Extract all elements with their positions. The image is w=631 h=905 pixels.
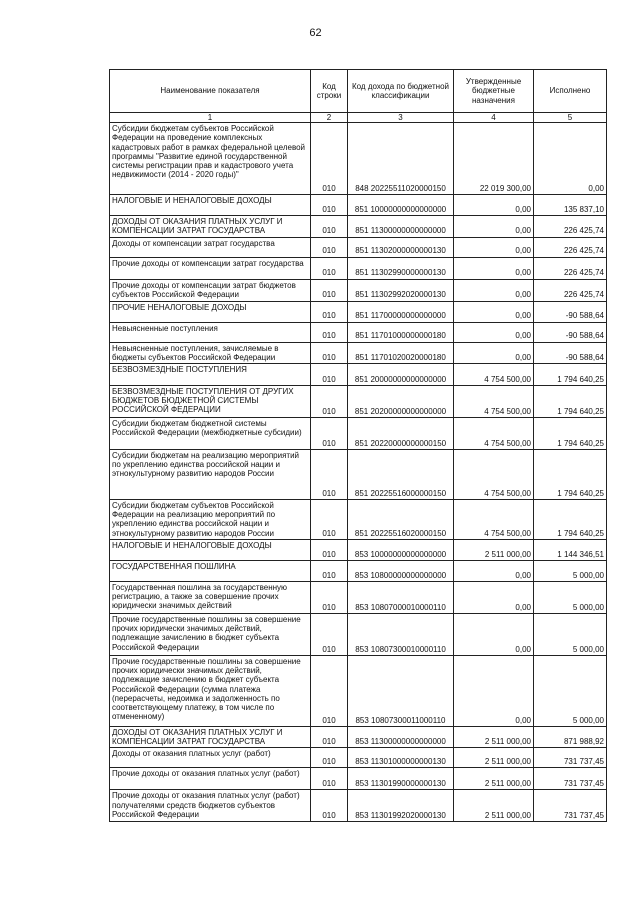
row-kbk: 853 10000000000000000 — [348, 539, 454, 560]
row-name-cell — [110, 257, 311, 279]
row-code: 010 — [311, 257, 348, 279]
row-name-cell — [110, 560, 311, 581]
table-row — [110, 342, 607, 363]
row-kbk: 853 10807000010000110 — [348, 581, 454, 613]
row-name-cell — [110, 417, 311, 449]
column-number: 3 — [348, 113, 454, 123]
row-kbk: 853 10807300011000110 — [348, 655, 454, 726]
row-name-cell — [110, 748, 311, 768]
table-row — [110, 322, 607, 342]
header-code: Код строки — [311, 70, 348, 113]
row-code: 010 — [311, 499, 348, 539]
row-code: 010 — [311, 449, 348, 499]
row-kbk: 853 11301990000000130 — [348, 768, 454, 790]
row-name: ДОХОДЫ ОТ ОКАЗАНИЯ ПЛАТНЫХ УСЛУГ И КОМПЕНСАЦИИ ЗАТРАТ ГОСУДАРСТВА — [112, 727, 283, 747]
table-row — [110, 237, 607, 257]
row-name-cell — [110, 322, 311, 342]
row-approved: 0,00 — [454, 237, 534, 257]
table-row — [110, 385, 607, 417]
row-kbk: 853 11300000000000000 — [348, 726, 454, 747]
row-executed: 5 000,00 — [534, 581, 607, 613]
row-kbk: 853 10800000000000000 — [348, 560, 454, 581]
row-approved: 2 511 000,00 — [454, 768, 534, 790]
row-name: Невыясненные поступления, зачисляемые в бюджеты субъектов Российской Федерации — [112, 343, 279, 362]
row-approved: 0,00 — [454, 613, 534, 655]
row-approved: 4 754 500,00 — [454, 385, 534, 417]
row-code: 010 — [311, 322, 348, 342]
row-approved: 0,00 — [454, 342, 534, 363]
row-code: 010 — [311, 237, 348, 257]
row-approved: 0,00 — [454, 216, 534, 237]
table-row — [110, 195, 607, 216]
row-approved: 0,00 — [454, 581, 534, 613]
row-name: Прочие государственные пошлины за совершение прочих юридически значимых действий, подлежащие зачислению в бюджет субъекта Российской Федерации — [112, 614, 301, 652]
row-kbk: 851 11700000000000000 — [348, 301, 454, 322]
row-executed: 1 794 640,25 — [534, 385, 607, 417]
row-name: Доходы от компенсации затрат государства — [112, 238, 275, 248]
row-approved: 4 754 500,00 — [454, 449, 534, 499]
table-row — [110, 560, 607, 581]
row-name-cell — [110, 279, 311, 301]
row-kbk: 853 10807300010000110 — [348, 613, 454, 655]
row-approved: 0,00 — [454, 257, 534, 279]
row-approved: 4 754 500,00 — [454, 499, 534, 539]
column-number: 4 — [454, 113, 534, 123]
row-name-cell — [110, 655, 311, 726]
row-executed: 871 988,92 — [534, 726, 607, 747]
row-code: 010 — [311, 195, 348, 216]
row-name: БЕЗВОЗМЕЗДНЫЕ ПОСТУПЛЕНИЯ — [112, 364, 247, 374]
row-executed: 5 000,00 — [534, 655, 607, 726]
row-code: 010 — [311, 216, 348, 237]
column-number: 5 — [534, 113, 607, 123]
row-code: 010 — [311, 123, 348, 195]
row-executed: -90 588,64 — [534, 342, 607, 363]
column-number: 2 — [311, 113, 348, 123]
row-approved: 0,00 — [454, 301, 534, 322]
row-name-cell — [110, 363, 311, 385]
row-name-cell — [110, 237, 311, 257]
row-approved: 2 511 000,00 — [454, 790, 534, 822]
row-code: 010 — [311, 363, 348, 385]
row-name-cell — [110, 385, 311, 417]
table-row — [110, 499, 607, 539]
row-kbk: 851 20000000000000000 — [348, 363, 454, 385]
row-name: Субсидии бюджетам на реализацию мероприятий по укреплению единства российской нации и этнокультурному развитию народов России — [112, 450, 300, 479]
row-executed: -90 588,64 — [534, 301, 607, 322]
column-number: 1 — [110, 113, 311, 123]
row-kbk: 851 20225516020000150 — [348, 499, 454, 539]
row-name-cell — [110, 301, 311, 322]
row-name: Прочие доходы от оказания платных услуг (работ) получателями средств бюджетов субъектов Российской Федерации — [112, 791, 300, 819]
row-name: Субсидии бюджетам субъектов Российской Федерации на проведение комплексных кадастровых работ в рамках федеральной целевой программы "Развитие единой государственной системы регистрации прав и кадастрового учета недвижимости (2014 - 2020 годы)" — [112, 124, 306, 180]
row-kbk: 851 11302000000000130 — [348, 237, 454, 257]
row-name: БЕЗВОЗМЕЗДНЫЕ ПОСТУПЛЕНИЯ ОТ ДРУГИХ БЮДЖЕТОВ БЮДЖЕТНОЙ СИСТЕМЫ РОССИЙСКОЙ ФЕДЕРАЦИИ — [112, 386, 294, 415]
row-name-cell — [110, 342, 311, 363]
row-name-cell — [110, 613, 311, 655]
row-executed: 1 794 640,25 — [534, 363, 607, 385]
row-approved: 0,00 — [454, 195, 534, 216]
row-name: ДОХОДЫ ОТ ОКАЗАНИЯ ПЛАТНЫХ УСЛУГ И КОМПЕНСАЦИИ ЗАТРАТ ГОСУДАРСТВА — [112, 217, 283, 236]
row-name: ГОСУДАРСТВЕННАЯ ПОШЛИНА — [112, 561, 236, 571]
row-name: Прочие доходы от компенсации затрат бюджетов субъектов Российской Федерации — [112, 280, 296, 299]
row-kbk: 851 11302992020000130 — [348, 279, 454, 301]
row-executed: 226 425,74 — [534, 237, 607, 257]
row-name: Субсидии бюджетам бюджетной системы Российской Федерации (межбюджетные субсидии) — [112, 418, 302, 438]
table-row — [110, 301, 607, 322]
row-kbk: 851 11701020020000180 — [348, 342, 454, 363]
table-header-row — [110, 70, 607, 113]
row-approved: 2 511 000,00 — [454, 539, 534, 560]
row-code: 010 — [311, 301, 348, 322]
row-approved: 0,00 — [454, 655, 534, 726]
header-budget-code: Код дохода по бюджетной классификации — [348, 70, 454, 113]
row-name: Невыясненные поступления — [112, 323, 218, 333]
row-kbk: 853 11301000000000130 — [348, 748, 454, 768]
row-kbk: 851 20225516000000150 — [348, 449, 454, 499]
row-name-cell — [110, 539, 311, 560]
table-row — [110, 581, 607, 613]
row-code: 010 — [311, 279, 348, 301]
row-code: 010 — [311, 613, 348, 655]
row-name: Прочие доходы от оказания платных услуг (работ) — [112, 769, 300, 779]
row-code: 010 — [311, 342, 348, 363]
row-kbk: 851 11701000000000180 — [348, 322, 454, 342]
row-code: 010 — [311, 748, 348, 768]
table-row — [110, 790, 607, 822]
row-kbk: 848 20225511020000150 — [348, 123, 454, 195]
row-executed: 135 837,10 — [534, 195, 607, 216]
row-name: НАЛОГОВЫЕ И НЕНАЛОГОВЫЕ ДОХОДЫ — [112, 196, 272, 206]
header-approved: Утвержденные бюджетные назначения — [454, 70, 534, 113]
row-kbk: 853 11301992020000130 — [348, 790, 454, 822]
table-row — [110, 123, 607, 195]
page-number: 62 — [309, 27, 322, 39]
row-approved: 0,00 — [454, 560, 534, 581]
row-code: 010 — [311, 790, 348, 822]
row-code: 010 — [311, 768, 348, 790]
row-name-cell — [110, 581, 311, 613]
header-executed: Исполнено — [534, 70, 607, 113]
row-approved: 4 754 500,00 — [454, 363, 534, 385]
row-code: 010 — [311, 417, 348, 449]
row-executed: 5 000,00 — [534, 560, 607, 581]
row-approved: 2 511 000,00 — [454, 726, 534, 747]
row-name: ПРОЧИЕ НЕНАЛОГОВЫЕ ДОХОДЫ — [112, 302, 247, 312]
row-kbk: 851 11302990000000130 — [348, 257, 454, 279]
row-name-cell — [110, 449, 311, 499]
row-executed: 226 425,74 — [534, 279, 607, 301]
table-row — [110, 257, 607, 279]
row-name: Доходы от оказания платных услуг (работ) — [112, 749, 271, 759]
row-code: 010 — [311, 539, 348, 560]
row-executed: 1 144 346,51 — [534, 539, 607, 560]
row-kbk: 851 20220000000000150 — [348, 417, 454, 449]
row-approved: 0,00 — [454, 279, 534, 301]
row-name: Прочие доходы от компенсации затрат государства — [112, 258, 304, 268]
row-kbk: 851 10000000000000000 — [348, 195, 454, 216]
table-row — [110, 655, 607, 726]
row-executed: 731 737,45 — [534, 768, 607, 790]
row-code: 010 — [311, 385, 348, 417]
row-executed: 731 737,45 — [534, 748, 607, 768]
row-name: Государственная пошлина за государственную регистрацию, а также за совершение прочих юридически значимых действий — [112, 582, 288, 611]
table-row — [110, 748, 607, 768]
table-row — [110, 216, 607, 237]
row-executed: 1 794 640,25 — [534, 499, 607, 539]
row-executed: 1 794 640,25 — [534, 417, 607, 449]
row-executed: 1 794 640,25 — [534, 449, 607, 499]
table-row — [110, 449, 607, 499]
row-executed: 226 425,74 — [534, 216, 607, 237]
table-row — [110, 539, 607, 560]
row-executed: -90 588,64 — [534, 322, 607, 342]
row-approved: 22 019 300,00 — [454, 123, 534, 195]
row-approved: 4 754 500,00 — [454, 417, 534, 449]
row-executed: 5 000,00 — [534, 613, 607, 655]
revenue-table — [109, 69, 607, 822]
table-row — [110, 613, 607, 655]
row-code: 010 — [311, 560, 348, 581]
row-approved: 0,00 — [454, 322, 534, 342]
row-code: 010 — [311, 726, 348, 747]
row-name: НАЛОГОВЫЕ И НЕНАЛОГОВЫЕ ДОХОДЫ — [112, 540, 272, 550]
column-number-row — [110, 113, 607, 123]
table-row — [110, 279, 607, 301]
row-executed: 731 737,45 — [534, 790, 607, 822]
row-kbk: 851 11300000000000000 — [348, 216, 454, 237]
row-approved: 2 511 000,00 — [454, 748, 534, 768]
row-name-cell — [110, 123, 311, 195]
row-name: Субсидии бюджетам субъектов Российской Федерации на реализацию мероприятий по укреплению единства российской нации и этнокультурному развитию народов России — [112, 500, 276, 538]
table-row — [110, 726, 607, 747]
row-name-cell — [110, 768, 311, 790]
table-row — [110, 363, 607, 385]
row-code: 010 — [311, 655, 348, 726]
row-executed: 226 425,74 — [534, 257, 607, 279]
row-name-cell — [110, 216, 311, 237]
row-name-cell — [110, 499, 311, 539]
table-row — [110, 417, 607, 449]
table-row — [110, 768, 607, 790]
row-name: Прочие государственные пошлины за совершение прочих юридически значимых действий, подлежащие зачислению в бюджет субъекта Российской Федерации (сумма платежа (перерасчеты, недоимка и задолженность по соответствующему платежу, в том числе по отмененному) — [112, 656, 301, 722]
row-kbk: 851 20200000000000000 — [348, 385, 454, 417]
row-executed: 0,00 — [534, 123, 607, 195]
row-name-cell — [110, 195, 311, 216]
table-body — [110, 123, 607, 822]
row-name-cell — [110, 790, 311, 822]
header-name: Наименование показателя — [110, 70, 311, 113]
row-code: 010 — [311, 581, 348, 613]
row-name-cell — [110, 726, 311, 747]
